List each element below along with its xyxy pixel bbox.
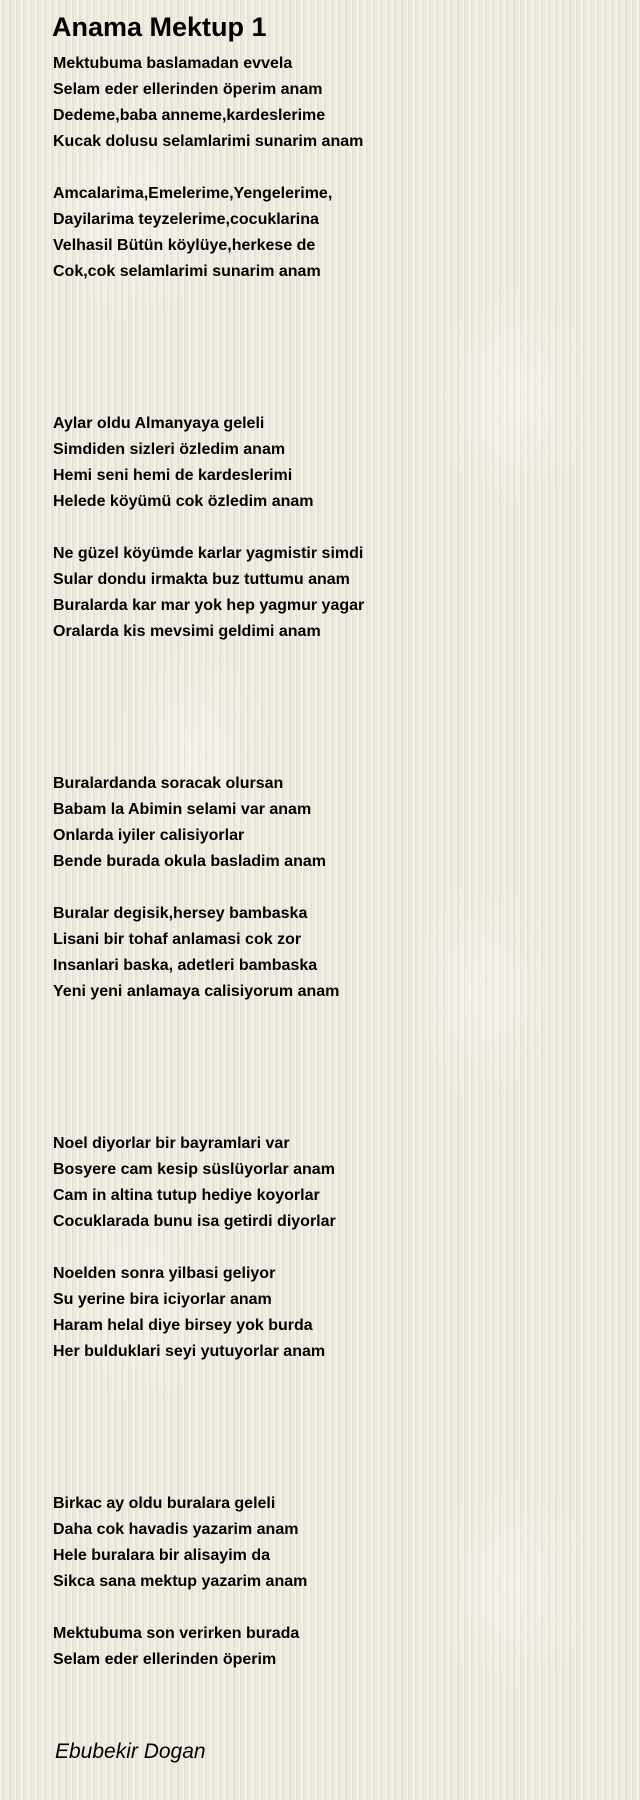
stanza-4 bbox=[53, 541, 613, 645]
stanza-1 bbox=[53, 51, 613, 155]
poem-line: Insanlari baska, adetleri bambaska bbox=[53, 957, 318, 974]
poem-line: Cam in altina tutup hediye koyorlar bbox=[53, 1187, 320, 1204]
poem-line: Hemi seni hemi de kardeslerimi bbox=[53, 467, 293, 484]
section-3 bbox=[53, 771, 613, 1031]
poem-line: Mektubuma baslamadan evvela bbox=[53, 55, 293, 72]
poem-line: Lisani bir tohaf anlamasi cok zor bbox=[53, 931, 302, 948]
stanza-5 bbox=[53, 771, 613, 875]
poem-line: Sikca sana mektup yazarim anam bbox=[53, 1573, 308, 1590]
poem-line: Buralardanda soracak olursan bbox=[53, 775, 284, 792]
poem-line: Birkac ay oldu buralara geleli bbox=[53, 1495, 276, 1512]
stanza-2 bbox=[53, 181, 613, 285]
poem-line: Sular dondu irmakta buz tuttumu anam bbox=[53, 571, 350, 588]
poem-line: Oralarda kis mevsimi geldimi anam bbox=[53, 623, 321, 640]
poem-line: Velhasil Bütün köylüye,herkese de bbox=[53, 237, 316, 254]
poem-line: Haram helal diye birsey yok burda bbox=[53, 1317, 313, 1334]
poem-line: Cocuklarada bunu isa getirdi diyorlar bbox=[53, 1213, 336, 1230]
stanza-3 bbox=[53, 411, 613, 515]
poem-line: Buralar degisik,hersey bambaska bbox=[53, 905, 308, 922]
poem-line: Cok,cok selamlarimi sunarim anam bbox=[53, 263, 321, 280]
poem-line: Babam la Abimin selami var anam bbox=[53, 801, 312, 818]
poem-line: Noelden sonra yilbasi geliyor bbox=[53, 1265, 276, 1282]
author-name: Ebubekir Dogan bbox=[55, 1740, 206, 1763]
poem-line: Su yerine bira iciyorlar anam bbox=[53, 1291, 272, 1308]
poem-line: Selam eder ellerinden öperim anam bbox=[53, 81, 323, 98]
poem-line: Onlarda iyiler calisiyorlar bbox=[53, 827, 245, 844]
stanza-8 bbox=[53, 1261, 613, 1365]
section-2 bbox=[53, 411, 613, 671]
poem-line: Kucak dolusu selamlarimi sunarim anam bbox=[53, 133, 364, 150]
poem-line: Amcalarima,Emelerime,Yengelerime, bbox=[53, 185, 333, 202]
poem-line: Dedeme,baba anneme,kardeslerime bbox=[53, 107, 326, 124]
poem-line: Daha cok havadis yazarim anam bbox=[53, 1521, 299, 1538]
poem-line: Aylar oldu Almanyaya geleli bbox=[53, 415, 265, 432]
section-4 bbox=[53, 1131, 613, 1391]
poem-line: Bende burada okula basladim anam bbox=[53, 853, 326, 870]
poem-line: Hele buralara bir alisayim da bbox=[53, 1547, 270, 1564]
stanza-7 bbox=[53, 1131, 613, 1235]
poem-line: Buralarda kar mar yok hep yagmur yagar bbox=[53, 597, 365, 614]
poem-line: Bosyere cam kesip süslüyorlar anam bbox=[53, 1161, 335, 1178]
poem-line: Mektubuma son verirken burada bbox=[53, 1625, 300, 1642]
poem-line: Selam eder ellerinden öperim bbox=[53, 1651, 277, 1668]
poem-line: Ne güzel köyümde karlar yagmistir simdi bbox=[53, 545, 364, 562]
stanza-6 bbox=[53, 901, 613, 1005]
poem-line: Dayilarima teyzelerime,cocuklarina bbox=[53, 211, 319, 228]
section-5 bbox=[53, 1491, 613, 1699]
poem-line: Her bulduklari seyi yutuyorlar anam bbox=[53, 1343, 326, 1360]
section-1 bbox=[53, 51, 613, 311]
stanza-10 bbox=[53, 1621, 613, 1673]
poem-line: Yeni yeni anlamaya calisiyorum anam bbox=[53, 983, 340, 1000]
poem-line: Simdiden sizleri özledim anam bbox=[53, 441, 286, 458]
poem-line: Helede köyümü cok özledim anam bbox=[53, 493, 314, 510]
stanza-9 bbox=[53, 1491, 613, 1595]
poem-line: Noel diyorlar bir bayramlari var bbox=[53, 1135, 290, 1152]
poem-title: Anama Mektup 1 bbox=[52, 12, 267, 42]
